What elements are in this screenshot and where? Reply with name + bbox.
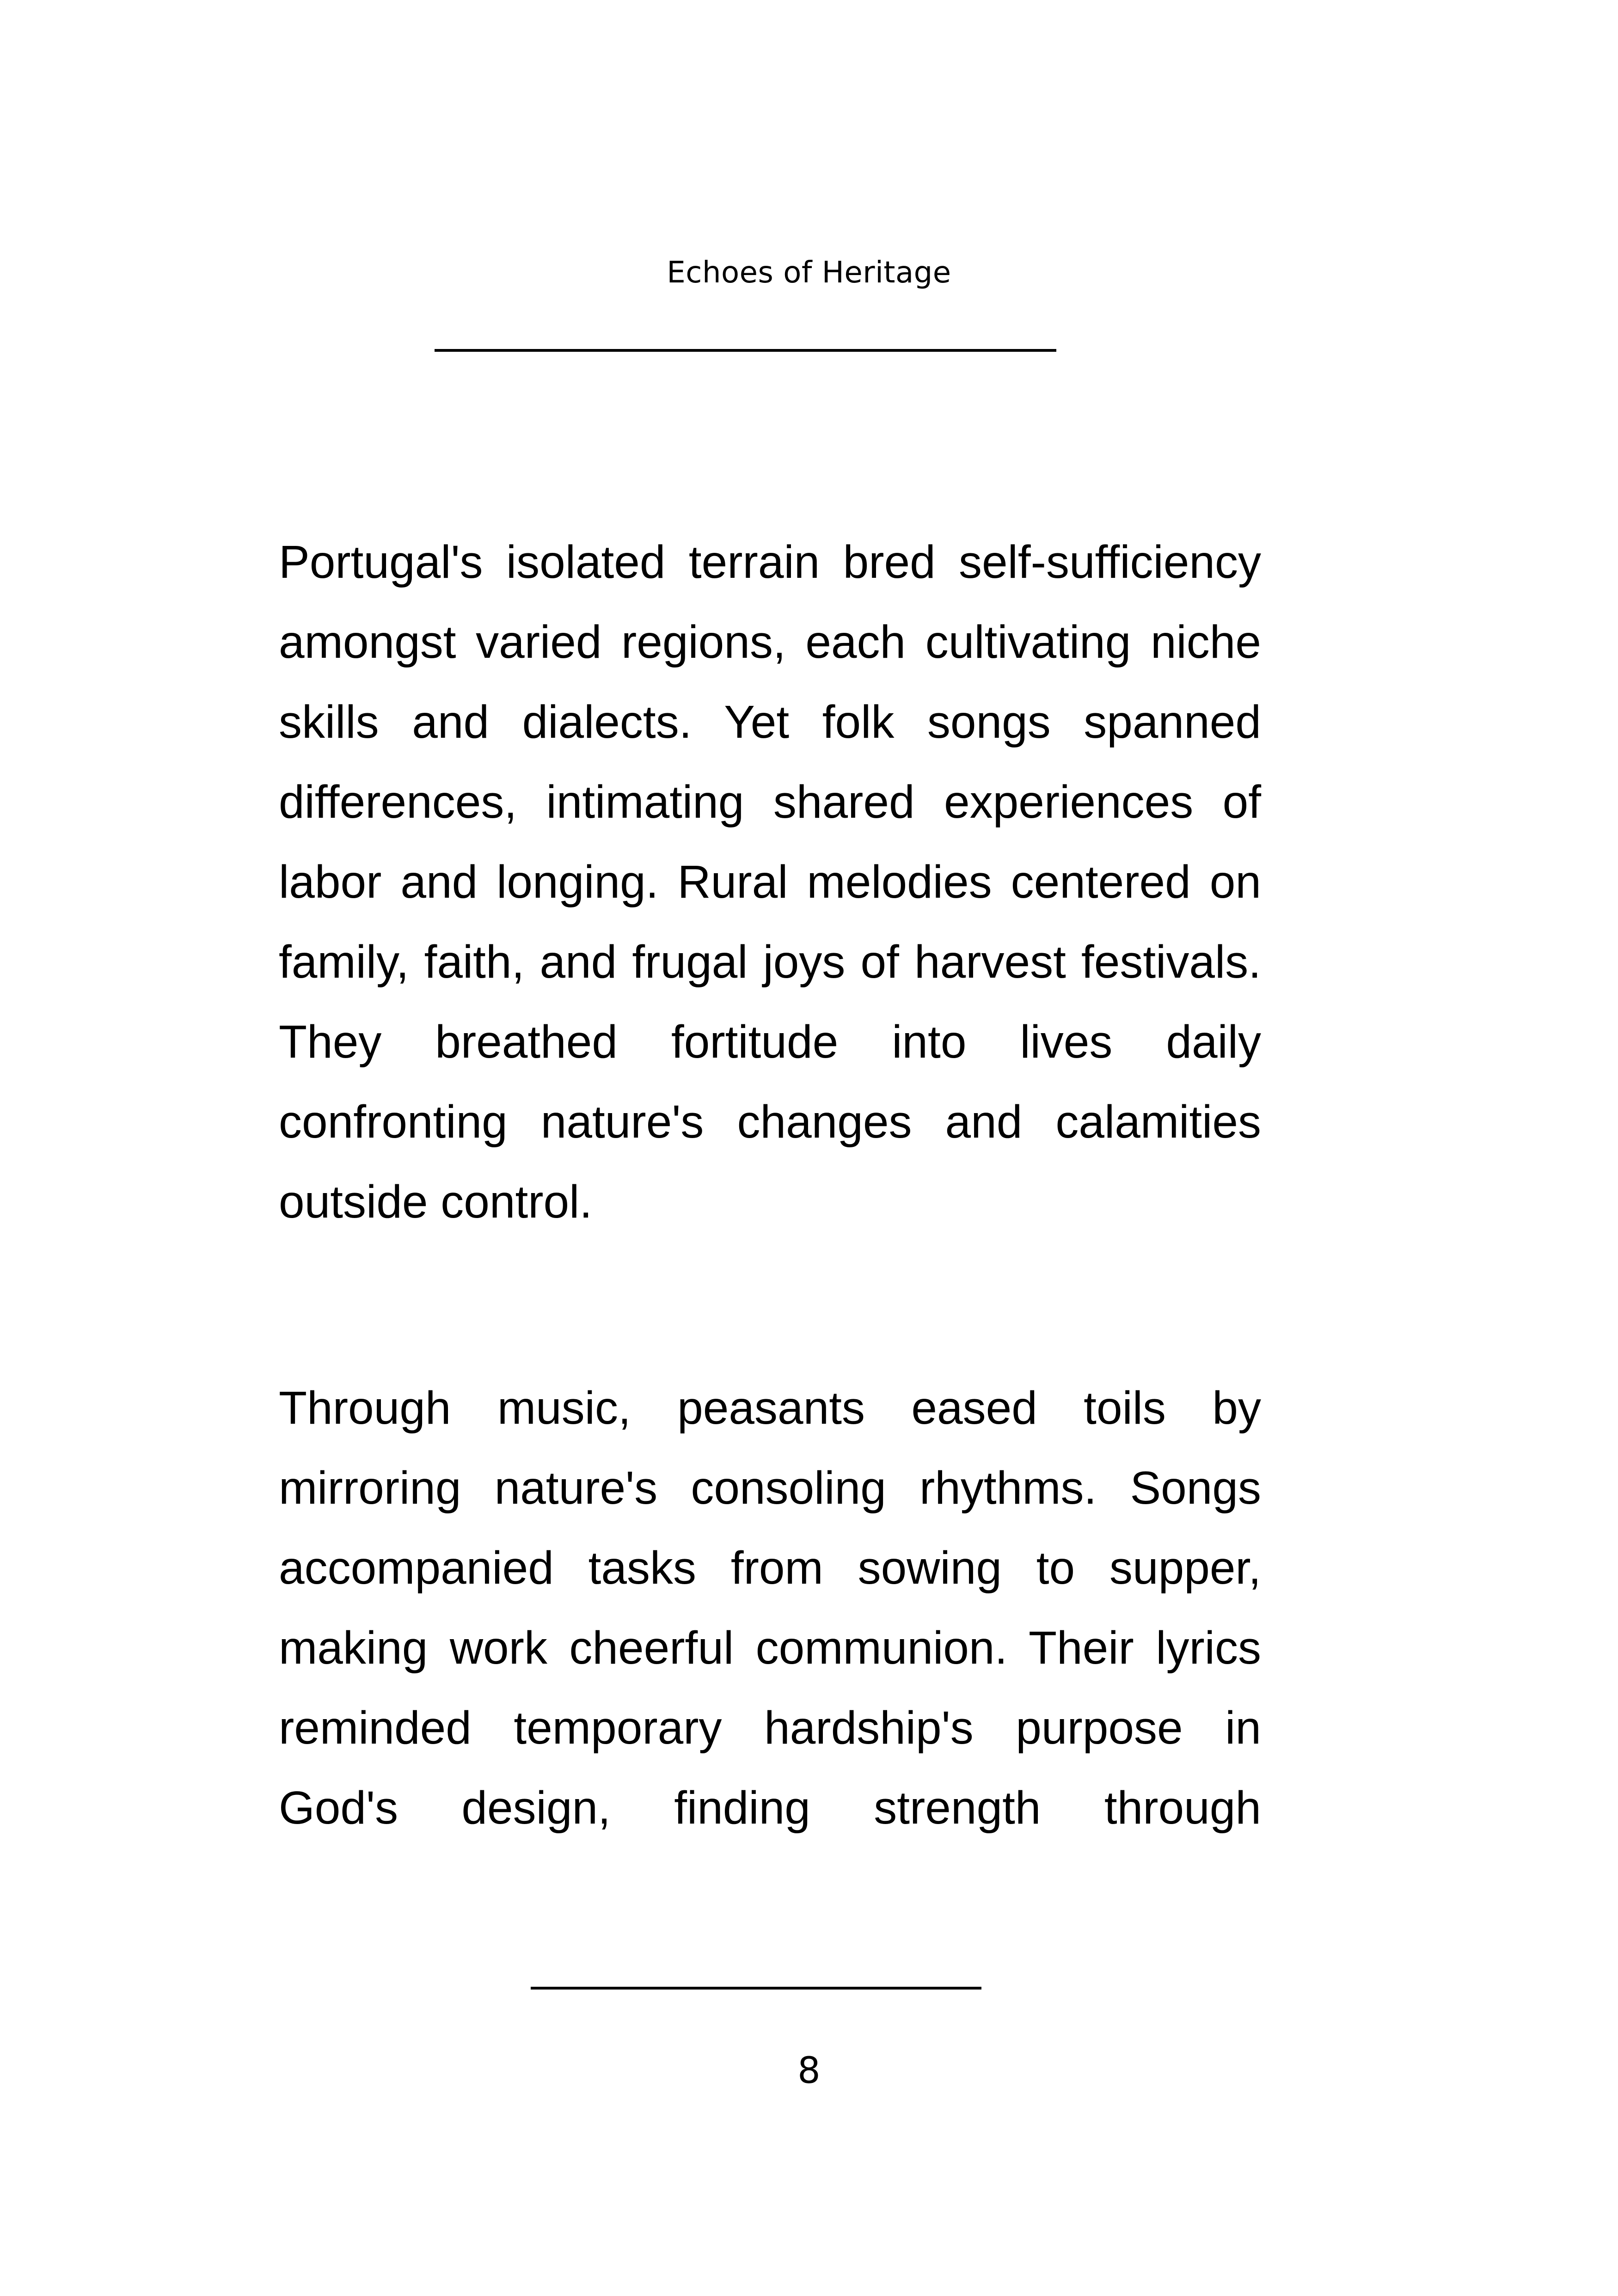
- paragraph-line: They breathed fortitude into lives daily: [279, 1016, 1261, 1068]
- paragraph-line: skills and dialects. Yet folk songs spanned: [279, 696, 1261, 748]
- page-number: 8: [797, 2050, 821, 2092]
- body-paragraph-2: [279, 1368, 1261, 1848]
- paragraph-line: labor and longing. Rural melodies centered on: [279, 856, 1261, 908]
- paragraph-line: making work cheerful communion. Their lyrics: [279, 1622, 1261, 1674]
- paragraph-line: God's design, finding strength through: [279, 1782, 1261, 1834]
- paragraph-line: differences, intimating shared experiences of: [279, 776, 1261, 828]
- paragraph-line: amongst varied regions, each cultivating niche: [279, 616, 1261, 668]
- body-paragraph-1: [279, 522, 1261, 1242]
- paragraph-line: accompanied tasks from sowing to supper,: [279, 1542, 1261, 1594]
- paragraph-line: family, faith, and frugal joys of harvest festivals.: [279, 936, 1261, 988]
- paragraph-line: Portugal's isolated terrain bred self-sufficiency: [279, 536, 1261, 588]
- paragraph-line: Through music, peasants eased toils by: [279, 1382, 1261, 1434]
- paragraph-line: outside control.: [279, 1176, 593, 1228]
- paragraph-line: reminded temporary hardship's purpose in: [279, 1702, 1261, 1754]
- header-rule: [435, 349, 1056, 352]
- running-header-title: Echoes of Heritage: [667, 256, 951, 290]
- footer-rule: [531, 1987, 981, 1990]
- paragraph-line: confronting nature's changes and calamities: [279, 1096, 1261, 1148]
- paragraph-line: mirroring nature's consoling rhythms. Songs: [279, 1462, 1261, 1514]
